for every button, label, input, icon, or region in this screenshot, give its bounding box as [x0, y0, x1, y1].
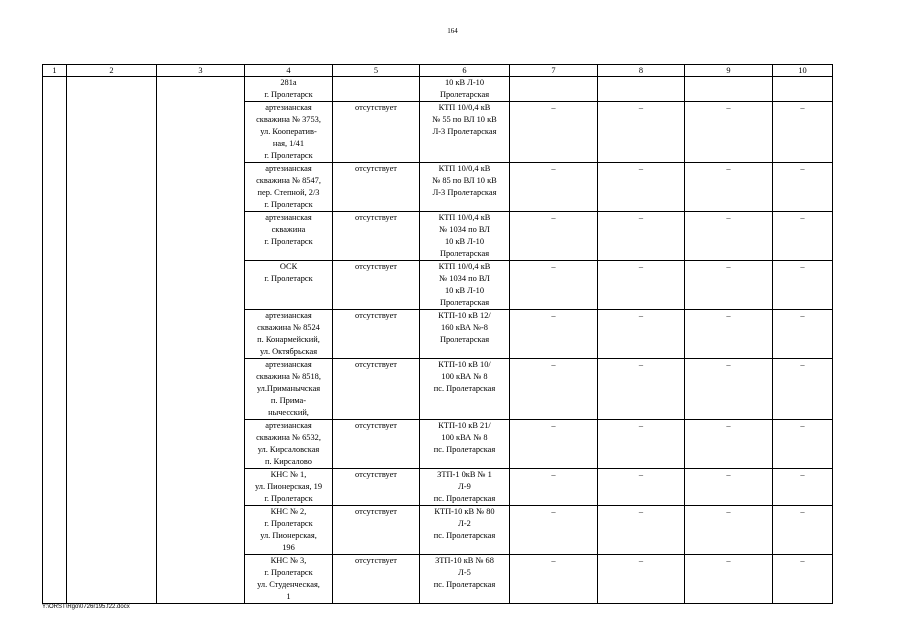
- col9-cell: –: [685, 420, 773, 469]
- object-name-cell: 281а г. Пролетарск: [245, 77, 333, 102]
- status-cell: отсутствует: [333, 261, 420, 310]
- col7-cell: –: [510, 163, 598, 212]
- power-source-cell: 10 кВ Л-10 Пролетарская: [420, 77, 510, 102]
- col10-cell: –: [773, 163, 833, 212]
- col9-cell: [685, 77, 773, 102]
- header-cell-10: 10: [773, 65, 833, 77]
- col10-cell: –: [773, 469, 833, 506]
- status-cell: отсутствует: [333, 420, 420, 469]
- col7-cell: –: [510, 261, 598, 310]
- status-cell: отсутствует: [333, 310, 420, 359]
- status-cell: [333, 77, 420, 102]
- status-cell: отсутствует: [333, 555, 420, 604]
- table-row: [43, 77, 833, 102]
- col9-cell: –: [685, 310, 773, 359]
- col2-cell-empty: [67, 77, 157, 604]
- col8-cell: –: [598, 469, 685, 506]
- col8-cell: –: [598, 163, 685, 212]
- col7-cell: –: [510, 506, 598, 555]
- col10-cell: –: [773, 310, 833, 359]
- power-source-cell: ЗТП-10 кВ № 68 Л-5 пс. Пролетарская: [420, 555, 510, 604]
- file-path-footer: Y:\ORST\Rgo\0726r195.f22.docx: [42, 604, 130, 610]
- object-name-cell: КНС № 2, г. Пролетарск ул. Пионерская, 196: [245, 506, 333, 555]
- col9-cell: –: [685, 469, 773, 506]
- header-cell-1: 1: [43, 65, 67, 77]
- col7-cell: –: [510, 212, 598, 261]
- col7-cell: –: [510, 420, 598, 469]
- col8-cell: –: [598, 555, 685, 604]
- col8-cell: –: [598, 310, 685, 359]
- col10-cell: [773, 77, 833, 102]
- object-name-cell: артезианская скважина № 6532, ул. Кирсаловская п. Кирсалово: [245, 420, 333, 469]
- col9-cell: –: [685, 261, 773, 310]
- status-cell: отсутствует: [333, 359, 420, 420]
- header-cell-9: 9: [685, 65, 773, 77]
- header-cell-8: 8: [598, 65, 685, 77]
- col10-cell: –: [773, 506, 833, 555]
- power-source-cell: КТП 10/0,4 кВ № 85 по ВЛ 10 кВ Л-3 Пролетарская: [420, 163, 510, 212]
- object-name-cell: артезианская скважина № 3753, ул. Кооператив- ная, 1/41 г. Пролетарск: [245, 102, 333, 163]
- col10-cell: –: [773, 261, 833, 310]
- col9-cell: –: [685, 506, 773, 555]
- col7-cell: [510, 77, 598, 102]
- col7-cell: –: [510, 555, 598, 604]
- status-cell: отсутствует: [333, 212, 420, 261]
- col3-cell-empty: [157, 77, 245, 604]
- col1-cell-empty: [43, 77, 67, 604]
- col10-cell: –: [773, 420, 833, 469]
- col7-cell: –: [510, 359, 598, 420]
- col10-cell: –: [773, 102, 833, 163]
- header-cell-6: 6: [420, 65, 510, 77]
- header-cell-3: 3: [157, 65, 245, 77]
- page-number: 164: [447, 27, 458, 35]
- status-cell: отсутствует: [333, 102, 420, 163]
- object-name-cell: КНС № 3, г. Пролетарск ул. Студенческая, 1: [245, 555, 333, 604]
- power-source-cell: КТП-10 кВ 21/ 100 кВА № 8 пс. Пролетарская: [420, 420, 510, 469]
- col9-cell: –: [685, 359, 773, 420]
- status-cell: отсутствует: [333, 469, 420, 506]
- header-cell-7: 7: [510, 65, 598, 77]
- table-body: [43, 77, 833, 604]
- header-cell-2: 2: [67, 65, 157, 77]
- col8-cell: –: [598, 420, 685, 469]
- col7-cell: –: [510, 469, 598, 506]
- object-name-cell: артезианская скважина № 8547, пер. Степной, 2/3 г. Пролетарск: [245, 163, 333, 212]
- power-source-cell: ЗТП-1 0кВ № 1 Л-9 пс. Пролетарская: [420, 469, 510, 506]
- power-source-cell: КТП 10/0,4 кВ № 55 по ВЛ 10 кВ Л-3 Пролетарская: [420, 102, 510, 163]
- col8-cell: –: [598, 359, 685, 420]
- col8-cell: –: [598, 261, 685, 310]
- col9-cell: –: [685, 102, 773, 163]
- power-source-cell: КТП 10/0,4 кВ № 1034 по ВЛ 10 кВ Л-10 Пролетарская: [420, 212, 510, 261]
- header-cell-4: 4: [245, 65, 333, 77]
- col7-cell: –: [510, 102, 598, 163]
- col8-cell: –: [598, 212, 685, 261]
- header-cell-5: 5: [333, 65, 420, 77]
- power-source-cell: КТП-10 кВ № 80 Л-2 пс. Пролетарская: [420, 506, 510, 555]
- object-name-cell: КНС № 1, ул. Пионерская, 19 г. Пролетарск: [245, 469, 333, 506]
- col10-cell: –: [773, 212, 833, 261]
- col8-cell: –: [598, 506, 685, 555]
- status-cell: отсутствует: [333, 163, 420, 212]
- power-source-cell: КТП-10 кВ 12/ 160 кВА №-8 Пролетарская: [420, 310, 510, 359]
- object-name-cell: ОСК г. Пролетарск: [245, 261, 333, 310]
- col8-cell: [598, 77, 685, 102]
- col7-cell: –: [510, 310, 598, 359]
- col10-cell: –: [773, 555, 833, 604]
- power-source-cell: КТП 10/0,4 кВ № 1034 по ВЛ 10 кВ Л-10 Пролетарская: [420, 261, 510, 310]
- object-name-cell: артезианская скважина № 8524 п. Конармейский, ул. Октябрьская: [245, 310, 333, 359]
- data-table: [42, 64, 833, 604]
- col10-cell: –: [773, 359, 833, 420]
- col9-cell: –: [685, 163, 773, 212]
- power-source-cell: КТП-10 кВ 10/ 100 кВА № 8 пс. Пролетарская: [420, 359, 510, 420]
- col8-cell: –: [598, 102, 685, 163]
- object-name-cell: артезианская скважина № 8518, ул.Приманычская п. Прима- нычесский,: [245, 359, 333, 420]
- object-name-cell: артезианская скважина г. Пролетарск: [245, 212, 333, 261]
- col9-cell: –: [685, 555, 773, 604]
- table-header: [43, 65, 833, 77]
- col9-cell: –: [685, 212, 773, 261]
- status-cell: отсутствует: [333, 506, 420, 555]
